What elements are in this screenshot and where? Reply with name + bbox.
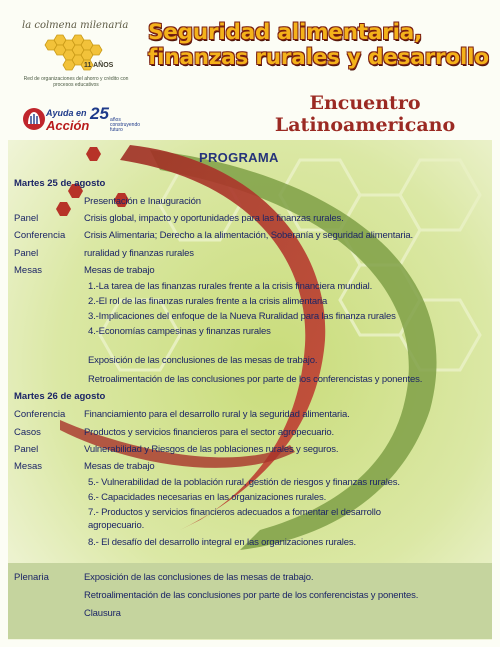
program-item: Productos y servicios financieros para el sector agropecuario.: [84, 427, 334, 438]
event-title: Seguridad alimentaria, finanzas rurales y desarrollo: [148, 20, 489, 70]
row-label: Conferencia: [14, 409, 66, 420]
program-item: 4.-Economías campesinas y finanzas rurales: [88, 326, 271, 337]
program-item: Crisis global, impacto y oportunidades para las finanzas rurales.: [84, 213, 344, 224]
program-item: Retroalimentación de las conclusiones por parte de los conferencistas y ponentes.: [84, 590, 419, 601]
program-item: 3.-Implicaciones del enfoque de la Nueva Ruralidad para las finanza rurales: [88, 311, 396, 322]
program-item: ruralidad y finanzas rurales: [84, 248, 194, 259]
day-heading-2: Martes 26 de agosto: [14, 391, 106, 402]
sponsor-sub: años construyendo futuro: [110, 117, 141, 133]
program-item: Mesas de trabajo: [84, 265, 155, 276]
program-item: 6.- Capacidades necesarias en las organizaciones rurales.: [88, 492, 327, 503]
sponsor-line2: Acción: [46, 118, 90, 133]
row-label: Casos: [14, 427, 41, 438]
honeycomb-logo-icon: [42, 30, 114, 76]
day-heading-1: Martes 25 de agosto: [14, 178, 106, 189]
hands-logo-icon: [22, 106, 46, 132]
row-label: Panel: [14, 444, 39, 455]
programa-heading: PROGRAMA: [199, 150, 279, 165]
program-item: Exposición de las conclusiones de las mesas de trabajo.: [88, 355, 318, 366]
program-item: Retroalimentación de las conclusiones por parte de los conferencistas y ponentes.: [88, 374, 423, 385]
program-item: Mesas de trabajo: [84, 461, 155, 472]
row-label: Conferencia: [14, 230, 66, 241]
row-label: Plenaria: [14, 572, 49, 583]
logo-tagline: Red de organizaciones del ahorro y crédito con procesos educativos: [23, 76, 129, 88]
program-item: Financiamiento para el desarrollo rural y la seguridad alimentaria.: [84, 409, 350, 420]
program-item: Clausura: [84, 608, 121, 619]
sponsor-anniversary: 25: [90, 104, 109, 123]
row-label: Mesas: [14, 461, 42, 472]
row-label: Panel: [14, 248, 39, 259]
program-item: 8.- El desafío del desarrollo integral en las organizaciones rurales.: [88, 537, 356, 548]
program-item: agropecuario.: [88, 520, 145, 531]
row-label: Mesas: [14, 265, 42, 276]
program-item: 2.-El rol de las finanzas rurales frente a la crisis alimentaria: [88, 296, 328, 307]
program-item: Exposición de las conclusiones de las mesas de trabajo.: [84, 572, 314, 583]
program-item: 7.- Productos y servicios financieros adecuados a fomentar el desarrollo: [88, 507, 381, 518]
logo-years: 11 AÑOS: [84, 62, 114, 69]
program-item: Crisis Alimentaria; Derecho a la alimentación, Soberanía y seguridad alimentaria.: [84, 230, 413, 241]
sponsor-line1: Ayuda en: [46, 108, 87, 118]
program-item: 5.- Vulnerabilidad de la población rural, gestión de riesgos y finanzas rurales.: [88, 477, 400, 488]
row-label: Panel: [14, 213, 39, 224]
logo-name: la colmena milenaria: [22, 20, 129, 31]
program-item: 1.-La tarea de las finanzas rurales frente a la crisis financiera mundial.: [88, 281, 373, 292]
event-subtitle: Encuentro Latinoamericano: [274, 92, 456, 136]
program-item: Presentación e Inauguración: [84, 196, 201, 207]
program-item: Vulnerabilidad y Riesgos de las poblaciones rurales y seguros.: [84, 444, 339, 455]
